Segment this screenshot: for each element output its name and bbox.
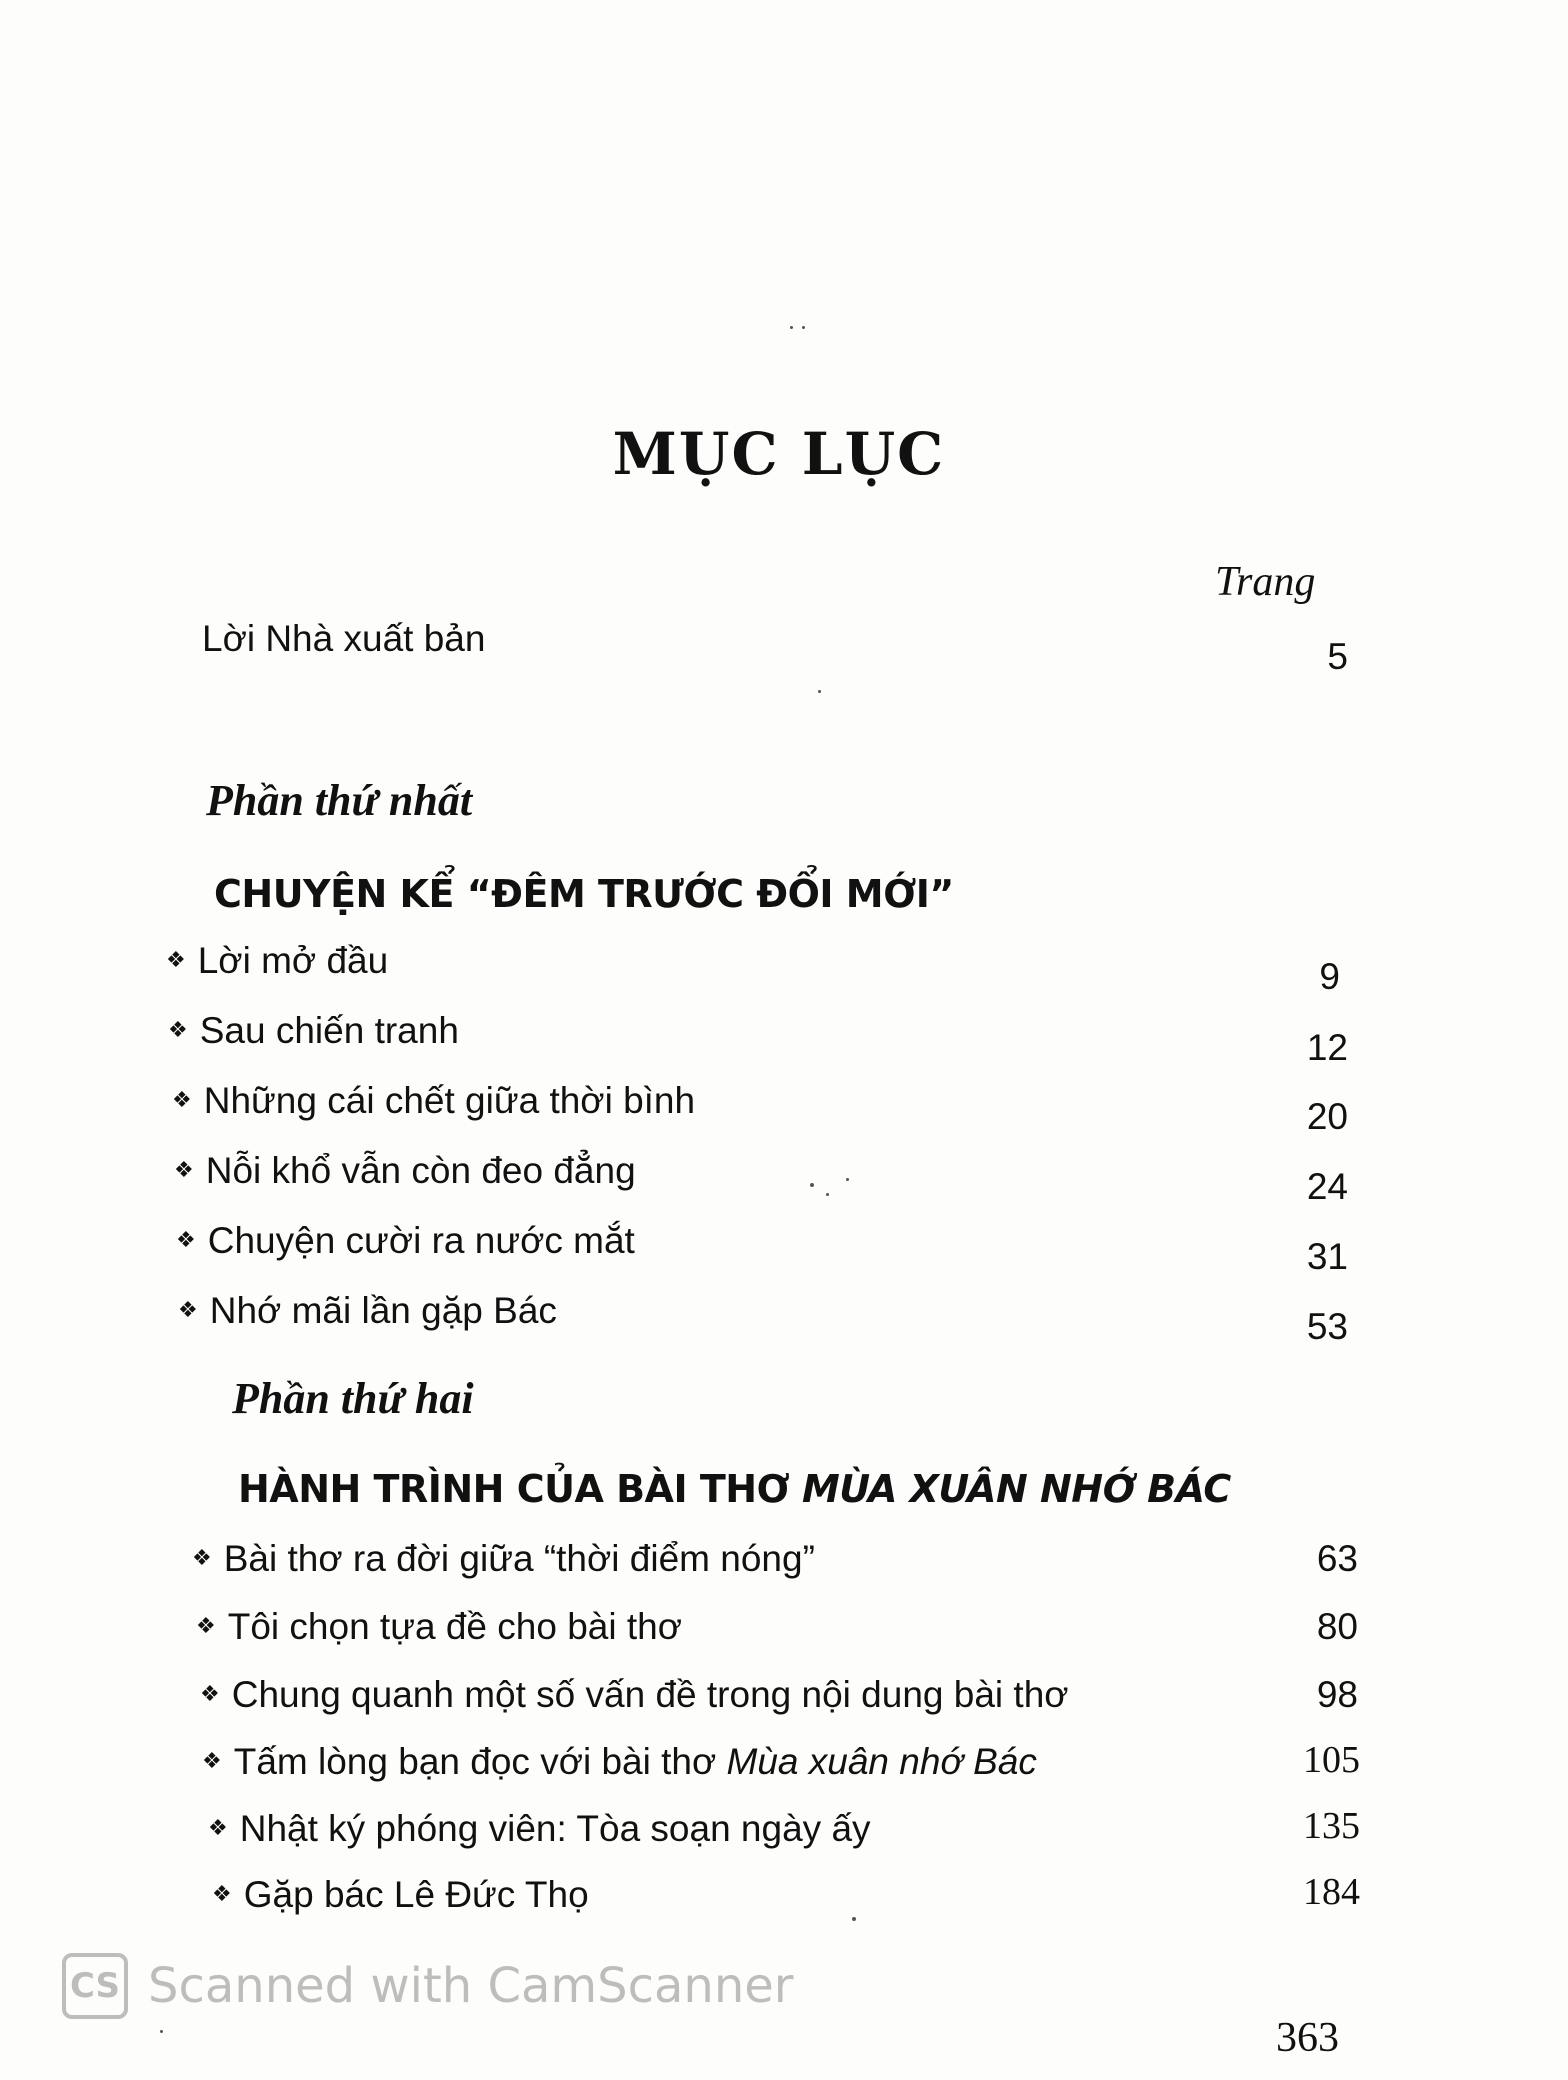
toc-entry-label: Nỗi khổ vẫn còn đeo đẳng bbox=[205, 1150, 636, 1191]
scan-speck bbox=[810, 1183, 814, 1187]
scan-speck bbox=[826, 1193, 829, 1196]
toc-entry-intro bbox=[202, 618, 485, 660]
toc-entry bbox=[178, 1290, 557, 1332]
toc-entry bbox=[212, 1874, 589, 1916]
bullet-icon: ❖ bbox=[202, 1748, 222, 1774]
watermark-text: Scanned with CamScanner bbox=[148, 1958, 794, 2014]
toc-entry-page: 53 bbox=[1306, 1306, 1348, 1347]
part-2-label: Phần thứ hai bbox=[232, 1374, 474, 1423]
toc-entry-label: Những cái chết giữa thời bình bbox=[203, 1080, 696, 1121]
toc-entry bbox=[174, 1150, 636, 1192]
part-2-heading bbox=[238, 1467, 1231, 1511]
scan-speck bbox=[846, 1178, 849, 1181]
bullet-icon: ❖ bbox=[172, 1087, 192, 1113]
bullet-icon: ❖ bbox=[176, 1227, 196, 1253]
toc-entry-page: 135 bbox=[1303, 1805, 1360, 1847]
toc-entry-page: 9 bbox=[1319, 956, 1340, 997]
part-1-heading: CHUYỆN KỂ “ĐÊM TRƯỚC ĐỔI MỚI” bbox=[214, 872, 954, 916]
toc-entry-label: Nhật ký phóng viên: Tòa soạn ngày ấy bbox=[239, 1808, 871, 1849]
bullet-icon: ❖ bbox=[174, 1157, 194, 1183]
bullet-icon: ❖ bbox=[168, 1017, 188, 1043]
toc-entry-page: 5 bbox=[1327, 636, 1348, 677]
toc-entry-label: Bài thơ ra đời giữa “thời điểm nóng” bbox=[223, 1538, 815, 1579]
scan-speck bbox=[790, 326, 793, 329]
page-title: MỤC LỤC bbox=[612, 420, 946, 488]
toc-entry-label: Nhớ mãi lần gặp Bác bbox=[209, 1290, 557, 1331]
scan-speck bbox=[160, 2030, 163, 2033]
page-column-label: Trang bbox=[1215, 559, 1316, 605]
bullet-icon: ❖ bbox=[166, 947, 186, 973]
toc-entry-label: Lời mở đầu bbox=[197, 940, 389, 981]
toc-entry-label: Sau chiến tranh bbox=[199, 1010, 459, 1051]
toc-entry-label-poem-title: Mùa xuân nhớ Bác bbox=[726, 1741, 1037, 1782]
toc-entry bbox=[202, 1741, 1037, 1783]
toc-entry bbox=[200, 1674, 1069, 1716]
scan-speck bbox=[802, 326, 805, 329]
part-2-heading-poem-title: MÙA XUÂN NHỚ BÁC bbox=[801, 1467, 1231, 1511]
toc-entry-page: 63 bbox=[1316, 1538, 1358, 1579]
bullet-icon: ❖ bbox=[196, 1613, 216, 1639]
bullet-icon: ❖ bbox=[178, 1297, 198, 1323]
bullet-icon: ❖ bbox=[208, 1815, 228, 1841]
camscanner-logo: CS bbox=[62, 1953, 128, 2019]
page-number: 363 bbox=[1276, 2015, 1339, 2061]
toc-entry-label: Lời Nhà xuất bản bbox=[202, 618, 486, 659]
part-2-heading-text: HÀNH TRÌNH CỦA BÀI THƠ bbox=[238, 1467, 802, 1511]
toc-entry bbox=[166, 940, 388, 982]
toc-entry bbox=[172, 1080, 695, 1122]
toc-entry-label: Chung quanh một số vấn đề trong nội dung bài thơ bbox=[231, 1674, 1069, 1715]
toc-entry-page: 80 bbox=[1316, 1606, 1358, 1647]
scan-speck bbox=[818, 690, 821, 693]
toc-entry-page: 12 bbox=[1306, 1027, 1348, 1068]
toc-entry-page: 20 bbox=[1306, 1096, 1348, 1137]
toc-entry bbox=[176, 1220, 635, 1262]
toc-entry-page: 31 bbox=[1306, 1236, 1348, 1277]
toc-entry bbox=[168, 1010, 459, 1052]
bullet-icon: ❖ bbox=[212, 1881, 232, 1907]
toc-entry bbox=[208, 1808, 871, 1850]
toc-entry bbox=[192, 1538, 815, 1580]
toc-entry-page: 184 bbox=[1303, 1871, 1360, 1913]
toc-entry-label: Gặp bác Lê Đức Thọ bbox=[243, 1874, 589, 1915]
toc-entry-label: Tấm lòng bạn đọc với bài thơ bbox=[233, 1741, 727, 1782]
toc-entry-label: Tôi chọn tựa đề cho bài thơ bbox=[227, 1606, 682, 1647]
camscanner-watermark bbox=[62, 1950, 794, 2022]
toc-entry-label: Chuyện cười ra nước mắt bbox=[207, 1220, 635, 1261]
toc-entry-page: 105 bbox=[1303, 1739, 1360, 1781]
bullet-icon: ❖ bbox=[200, 1681, 220, 1707]
scan-speck bbox=[852, 1917, 856, 1921]
bullet-icon: ❖ bbox=[192, 1545, 212, 1571]
part-1-label: Phần thứ nhất bbox=[206, 776, 473, 825]
toc-entry-page: 24 bbox=[1306, 1166, 1348, 1207]
toc-entry-page: 98 bbox=[1316, 1674, 1358, 1715]
toc-entry bbox=[196, 1606, 682, 1648]
